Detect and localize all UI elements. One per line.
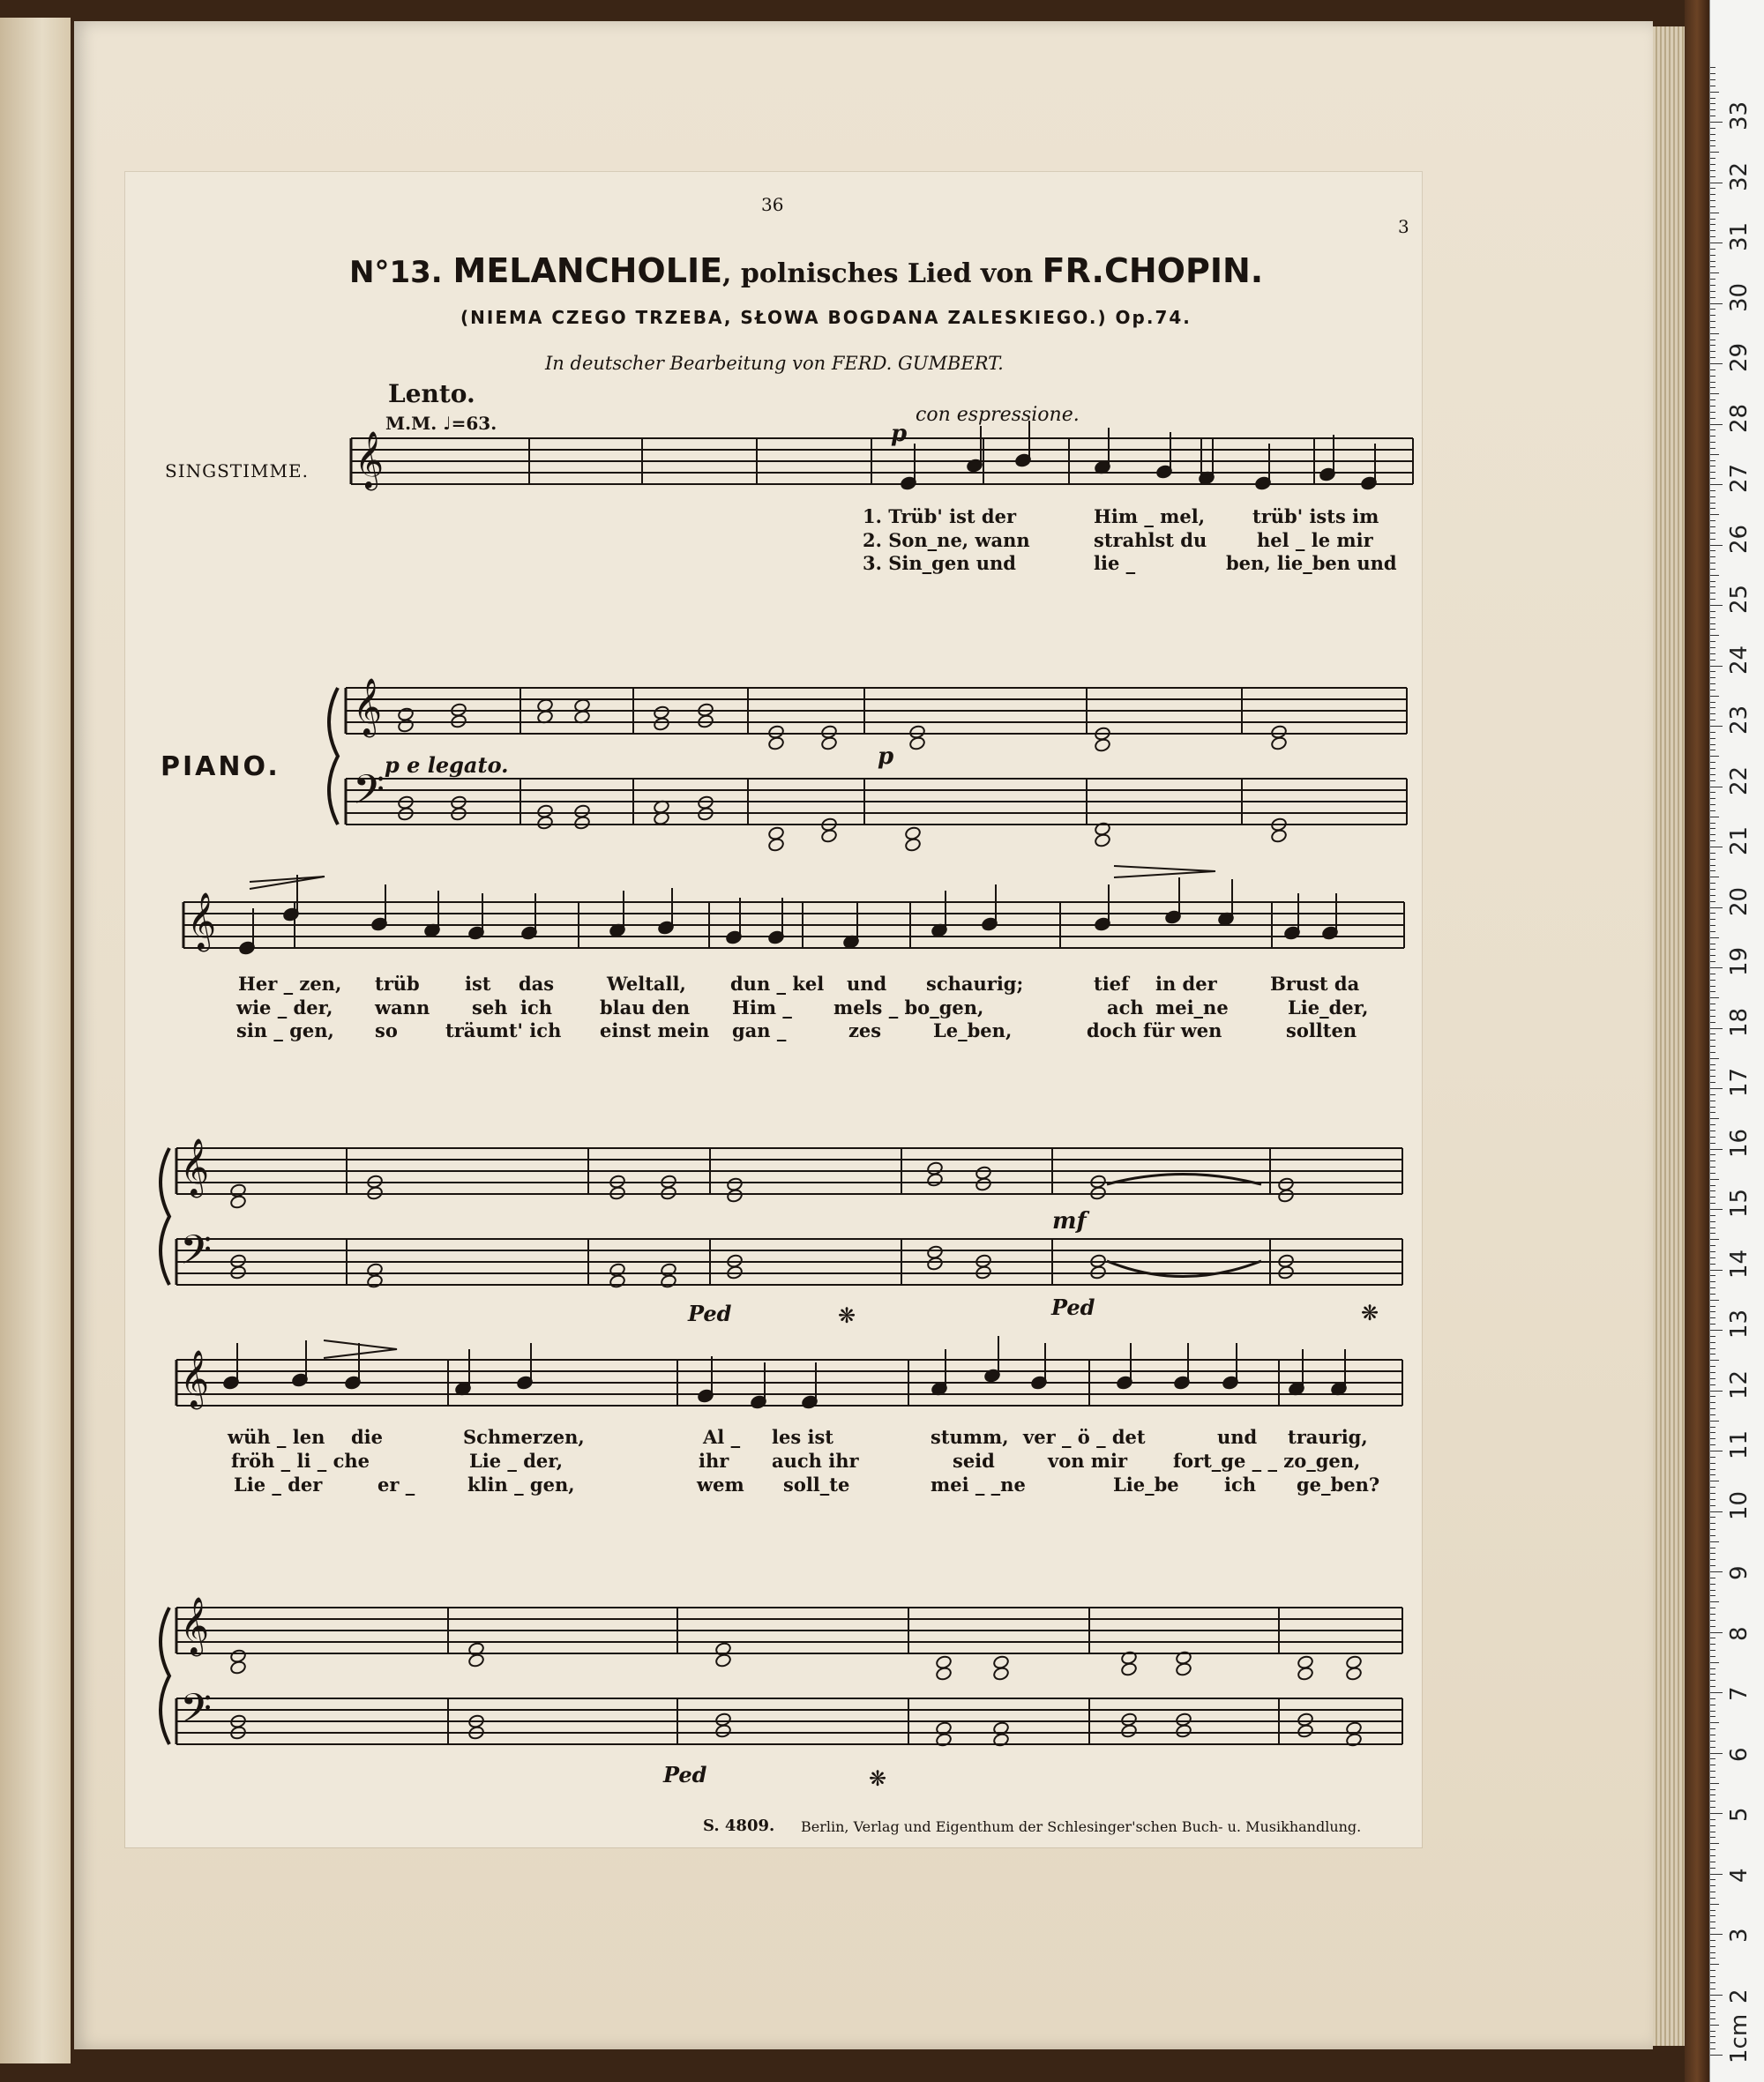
lyric-s3-2-0: fröh _ li _ che (231, 1450, 370, 1472)
notehead (767, 838, 784, 853)
notehead (1175, 1724, 1192, 1739)
lyric-s2-2-4: blau den (600, 996, 691, 1019)
title-middle: , polnisches Lied von (722, 258, 1043, 289)
lyric-s2-2-8: ach (1107, 996, 1144, 1019)
notehead (573, 816, 590, 831)
arranger-credit: In deutscher Bearbeitung von FERD. GUMBERT. (545, 353, 1004, 374)
ruler-label: 17 (1726, 1067, 1753, 1097)
notehead (609, 1274, 625, 1289)
notehead (1297, 1667, 1313, 1682)
lyric-s2-1-1: trüb (375, 973, 420, 995)
notehead (1297, 1724, 1313, 1739)
lyric-s2-1-0: Her _ zen, (238, 973, 342, 995)
lyric-s3-3-3: wem (697, 1474, 744, 1496)
brace (161, 1148, 169, 1285)
pedal-mark-1: Ped (688, 1301, 732, 1326)
ruler-label: 5 (1726, 1807, 1753, 1822)
ruler-label: 26 (1726, 524, 1753, 554)
metronome-marking: M.M. ♩=63. (385, 413, 497, 434)
lyric-s2-1-9: in der (1155, 973, 1217, 995)
lyric-s3-3-8: ge_ben? (1297, 1474, 1380, 1496)
notehead (975, 1177, 991, 1192)
lyric-s2-2-3: ich (520, 996, 553, 1019)
lyric-s1-2b: strahlst du (1094, 529, 1207, 551)
notehead (904, 838, 921, 853)
notehead (1175, 1662, 1192, 1677)
brace (329, 688, 338, 825)
lyric-s3-2-5: seid (953, 1450, 995, 1472)
ruler-label: 14 (1726, 1249, 1753, 1279)
ruler-label: 29 (1726, 342, 1753, 372)
ruler-label: 16 (1726, 1128, 1753, 1158)
lyric-s2-2-5: Him _ (732, 996, 792, 1019)
lyric-s2-2-1: wann (375, 996, 430, 1019)
ruler-label: 15 (1726, 1188, 1753, 1218)
lyric-s2-3-4: einst mein (600, 1019, 710, 1041)
lyric-s3-2-6: von mir (1048, 1450, 1128, 1472)
notehead (660, 1274, 676, 1289)
notehead (908, 736, 925, 751)
notehead (1120, 1662, 1137, 1677)
clef: 𝄞 (187, 892, 217, 950)
ruler-label: 6 (1726, 1746, 1753, 1762)
piano-label: PIANO. (161, 751, 280, 782)
staff-lines (161, 438, 1413, 1744)
lyric-s3-1-4: les ist (772, 1426, 833, 1448)
ruler-label: 4 (1726, 1867, 1753, 1883)
lyric-s3-1-5: stumm, (931, 1426, 1009, 1448)
lyric-s3-2-7: fort_ge _ _ zo_gen, (1173, 1450, 1361, 1472)
lyric-s2-3-1: so (375, 1019, 398, 1041)
lyric-s1-1a: 1. Trüb' ist der (863, 505, 1017, 527)
clef: 𝄞 (353, 678, 383, 735)
notehead (536, 816, 553, 831)
song-name: MELANCHOLIE (452, 251, 723, 290)
clef: 𝄞 (180, 1138, 210, 1196)
notehead (1094, 833, 1110, 848)
notehead (366, 1274, 383, 1289)
notehead (726, 1189, 743, 1204)
lyric-s2-1-4: Weltall, (607, 973, 686, 995)
ruler-label: 19 (1726, 946, 1753, 976)
composer-name: FR.CHOPIN. (1042, 251, 1264, 290)
lyric-s3-1-7: und (1217, 1426, 1258, 1448)
lyric-s1-3b: lie _ (1094, 552, 1136, 574)
lyric-s3-3-4: soll_te (783, 1474, 850, 1496)
clef: 𝄞 (180, 1597, 210, 1654)
ruler-label: 1cm (1726, 2013, 1753, 2063)
lyric-s1-1b: Him _ mel, (1094, 505, 1206, 527)
clef: 𝄢 (180, 1227, 213, 1284)
lyric-s2-1-2: ist (465, 973, 491, 995)
lyric-s3-3-6: Lie_be (1113, 1474, 1179, 1496)
notehead (714, 1653, 731, 1668)
lyric-s2-3-10: sollten (1286, 1019, 1357, 1041)
lyric-s2-2-0: wie _ der, (236, 996, 333, 1019)
lyric-s2-1-3: das (519, 973, 555, 995)
lyric-s1-2c: hel _ le mir (1257, 529, 1373, 551)
ruler-label: 12 (1726, 1369, 1753, 1399)
lyric-s2-2-2: seh (472, 996, 508, 1019)
ruler-label: 25 (1726, 584, 1753, 614)
lyric-s2-2-6: mels _ bo_gen, (833, 996, 984, 1019)
lyric-s3-2-3: ihr (699, 1450, 729, 1472)
plate-number: S. 4809. (703, 1817, 775, 1835)
lyric-s3-1-6: ver _ ö _ det (1023, 1426, 1146, 1448)
notehead (820, 736, 837, 751)
pedal-mark-2: Ped (1051, 1295, 1095, 1320)
notehead (926, 1173, 943, 1188)
lyric-s3-1-3: Al _ (703, 1426, 741, 1448)
lyric-s3-3-5: mei _ _ne (931, 1474, 1026, 1496)
ruler-label: 11 (1726, 1429, 1753, 1459)
notehead (992, 1667, 1009, 1682)
lyric-s3-1-8: traurig, (1288, 1426, 1368, 1448)
notehead (397, 719, 414, 734)
notehead (229, 1195, 246, 1210)
clef: 𝄞 (355, 431, 385, 489)
ruler-label: 8 (1726, 1625, 1753, 1641)
pedal-release-3: ❋ (869, 1766, 887, 1791)
clef: 𝄞 (180, 1350, 210, 1407)
ruler-label: 30 (1726, 282, 1753, 312)
lyric-s2-3-0: sin _ gen, (236, 1019, 334, 1041)
lyric-s2-2-9: mei_ne (1155, 996, 1229, 1019)
clef: 𝄢 (353, 766, 385, 824)
clefs (180, 431, 385, 1742)
ruler-label: 21 (1726, 825, 1753, 855)
notehead (1270, 736, 1287, 751)
ruler-label: 24 (1726, 645, 1753, 675)
clef: 𝄢 (180, 1685, 213, 1742)
notehead (1277, 1189, 1294, 1204)
lyric-s3-3-2: klin _ gen, (467, 1474, 575, 1496)
lyric-s2-3-6: zes (848, 1019, 882, 1041)
lyric-s3-1-1: die (351, 1426, 384, 1448)
lyric-s2-3-2: träumt' ich (445, 1019, 562, 1041)
legato-marking: p e legato. (385, 752, 509, 778)
lyric-s3-1-2: Schmerzen, (463, 1426, 585, 1448)
pedal-release-1: ❋ (838, 1303, 856, 1328)
lyric-s1-3c: ben, lie_ben und (1226, 552, 1397, 574)
publisher-imprint: Berlin, Verlag und Eigenthum der Schlesinger'schen Buch- u. Musikhandlung. (801, 1818, 1362, 1835)
lyric-s3-3-0: Lie _ der (234, 1474, 323, 1496)
lyric-s2-1-5: dun _ kel (730, 973, 825, 995)
notehead (767, 736, 784, 751)
ruler-label: 22 (1726, 765, 1753, 795)
lyric-s1-3a: 3. Sin_gen und (863, 552, 1016, 574)
notehead (653, 717, 669, 732)
dynamic-p-voice: p (891, 421, 908, 447)
ruler-label: 13 (1726, 1309, 1753, 1339)
lyric-s1-2a: 2. Son_ne, wann (863, 529, 1030, 551)
lyric-s3-2-2: Lie _ der, (469, 1450, 564, 1472)
notes (222, 421, 1380, 1747)
lyric-s2-2-10: Lie_der, (1288, 996, 1369, 1019)
notehead (229, 1660, 246, 1675)
corner-mark: 3 (1398, 216, 1409, 237)
ruler-label: 28 (1726, 403, 1753, 433)
ruler-label: 32 (1726, 161, 1753, 191)
lyric-s2-3-5: gan _ (732, 1019, 787, 1041)
ruler-label: 33 (1726, 101, 1753, 131)
lyric-s2-1-10: Brust da (1270, 973, 1360, 995)
notehead (467, 1653, 484, 1668)
lyric-s2-3-8: doch für wen (1087, 1019, 1222, 1041)
song-number: N°13. (349, 255, 443, 290)
ruler-label: 20 (1726, 886, 1753, 916)
notehead (1345, 1667, 1362, 1682)
pedal-release-2: ❋ (1361, 1301, 1379, 1325)
ruler-label: 27 (1726, 463, 1753, 493)
decrescendo-hairpin (324, 1340, 397, 1358)
ruler-label: 7 (1726, 1686, 1753, 1701)
ruler-label: 23 (1726, 705, 1753, 735)
ruler-label: 2 (1726, 1988, 1753, 2004)
notehead (714, 1724, 731, 1739)
lyric-s2-1-7: schaurig; (926, 973, 1024, 995)
lyric-s2-1-6: und (847, 973, 887, 995)
dynamic-mf: mf (1052, 1208, 1087, 1235)
notehead (935, 1667, 952, 1682)
ruler-label: 3 (1726, 1928, 1753, 1943)
brace (161, 1608, 169, 1744)
ruler-label: 10 (1726, 1490, 1753, 1520)
notehead (926, 1257, 943, 1272)
singstimme-label: SINGSTIMME. (165, 460, 309, 481)
subtitle: (NIEMA CZEGO TRZEBA, SŁOWA BOGDANA ZALESKIEGO.) Op.74. (460, 307, 1192, 328)
lyric-s3-2-4: auch ihr (772, 1450, 859, 1472)
ruler-label: 9 (1726, 1565, 1753, 1580)
notehead (1270, 829, 1287, 844)
notehead (1120, 1724, 1137, 1739)
page-number: 36 (761, 194, 784, 215)
dynamic-p-piano: p (878, 743, 894, 770)
expression-marking: con espressione. (916, 404, 1080, 426)
tempo-marking: Lento. (388, 379, 475, 408)
lyric-s2-3-7: Le_ben, (933, 1019, 1013, 1041)
lyric-s3-1-0: wüh _ len (228, 1426, 325, 1448)
lyric-s3-3-7: ich (1224, 1474, 1257, 1496)
notehead (1094, 738, 1110, 753)
pedal-mark-3: Ped (663, 1762, 707, 1787)
lyric-s2-1-8: tief (1094, 973, 1130, 995)
ruler-label: 31 (1726, 221, 1753, 251)
ruler-label: 18 (1726, 1007, 1753, 1037)
notehead (820, 829, 837, 844)
crescendo-hairpin (1114, 866, 1215, 877)
lyric-s1-1c: trüb' ists im (1252, 505, 1379, 527)
crescendo-hairpin (250, 877, 325, 889)
lyric-s3-3-1: er _ (377, 1474, 415, 1496)
